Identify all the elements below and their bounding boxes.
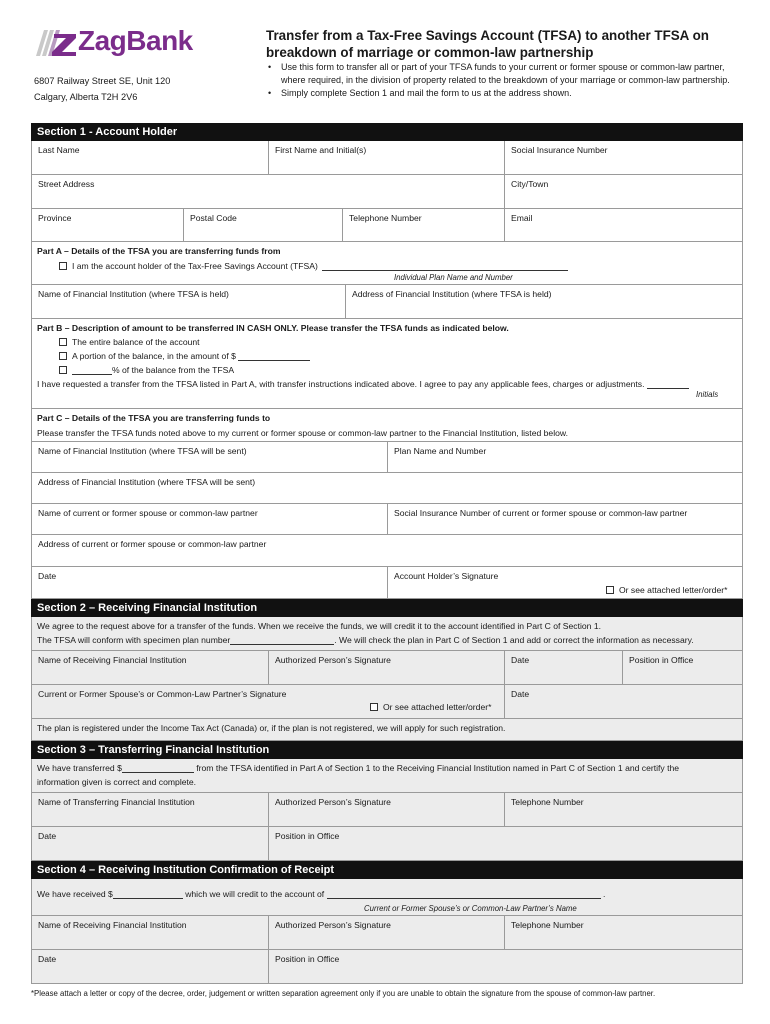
part-a-fi-row <box>31 285 743 319</box>
part-c-title: Part C – Details of the TFSA you are transferring funds to <box>37 413 271 423</box>
initials-line[interactable] <box>647 380 689 389</box>
province-field[interactable] <box>32 209 184 241</box>
recv-date-field[interactable] <box>505 651 623 684</box>
zagbank-logo-mark <box>34 28 78 58</box>
holder-checkbox-label: I am the account holder of the Tax-Free Savings Account (TFSA) <box>72 261 318 271</box>
account-holder-name-row <box>31 141 743 175</box>
confirm-position-label: Position in Office <box>275 954 340 964</box>
spouse-name-field[interactable] <box>32 504 388 534</box>
spouse-attached-row <box>370 702 491 713</box>
plan-name-caption: Individual Plan Name and Number <box>394 273 513 282</box>
holder-signature-label: Account Holder’s Signature <box>394 571 499 581</box>
specimen-label-end: . We will check the plan in Part C of Section 1 and add or correct the information as necessary. <box>334 635 694 645</box>
holder-attached-label: Or see attached letter/order* <box>619 585 728 595</box>
to-fi-name-label: Name of Financial Institution (where TFSA will be sent) <box>38 446 247 456</box>
recv-fi-name-field[interactable] <box>32 651 269 684</box>
section-2-text <box>31 617 743 651</box>
xfer-fi-name-label: Name of Transferring Financial Institution <box>38 797 195 807</box>
specimen-label: The TFSA will conform with specimen plan number <box>37 635 231 645</box>
entire-balance-label: The entire balance of the account <box>72 337 200 347</box>
province-label: Province <box>38 213 72 223</box>
email-field[interactable] <box>505 209 742 241</box>
spouse-signature-label: Current or Former Spouse’s or Common-Law Partner’s Signature <box>38 689 287 699</box>
portion-row <box>59 351 310 362</box>
postal-label: Postal Code <box>190 213 237 223</box>
from-fi-address-label: Address of Financial Institution (where TFSA is held) <box>352 289 552 299</box>
footnote: *Please attach a letter or copy of the decree, order, judgement or written separation agreement only if you are unable to obtain the signature from the spouse of common-law partner. <box>31 989 656 998</box>
specimen-row <box>37 635 694 646</box>
from-fi-name-field[interactable] <box>32 285 346 318</box>
confirm-auth-signature-field[interactable] <box>269 916 505 949</box>
holder-attached-row <box>606 585 727 596</box>
transfer-statement: I have requested a transfer from the TFSA listed in Part A, with transfer instructions indicated above. I agree to pay any applicable fees, charges or adjustments. <box>37 379 645 389</box>
street-address-field[interactable] <box>32 175 505 208</box>
part-c-address-row <box>31 473 743 504</box>
part-b-block <box>31 319 743 409</box>
spouse-date-field[interactable] <box>505 685 742 718</box>
to-fi-name-field[interactable] <box>32 442 388 472</box>
credit-account-line[interactable] <box>327 890 601 899</box>
section-3-text <box>31 759 743 793</box>
address-line-2: Calgary, Alberta T2H 2V6 <box>34 92 138 102</box>
section-2-agreement: We agree to the request above for a transfer of the funds. When we receive the funds, we will credit it to the account identified in Part C of Section 1. <box>37 621 601 631</box>
email-label: Email <box>511 213 533 223</box>
transferred-amount-line[interactable] <box>122 764 194 773</box>
xfer-auth-signature-label: Authorized Person’s Signature <box>275 797 391 807</box>
telephone-field[interactable] <box>343 209 505 241</box>
plan-name-label: Plan Name and Number <box>394 446 487 456</box>
part-a-title: Part A – Details of the TFSA you are transferring funds from <box>37 246 281 256</box>
confirm-telephone-field[interactable] <box>505 916 742 949</box>
last-name-field[interactable] <box>32 141 269 174</box>
portion-label: A portion of the balance, in the amount of $ <box>72 351 236 361</box>
street-label: Street Address <box>38 179 95 189</box>
postal-code-field[interactable] <box>184 209 343 241</box>
xfer-telephone-label: Telephone Number <box>511 797 584 807</box>
plan-name-field[interactable] <box>388 442 742 472</box>
receiving-fi-row <box>31 651 743 685</box>
transfer-statement-row <box>37 379 689 390</box>
received-amount-line[interactable] <box>113 890 183 899</box>
transferred-row <box>37 763 679 774</box>
brand-name: ZagBank <box>78 25 193 56</box>
section-2-header: Section 2 – Receiving Financial Institution <box>31 599 743 617</box>
specimen-plan-line[interactable] <box>230 636 334 645</box>
holder-attached-checkbox[interactable] <box>606 586 614 594</box>
sin-label: Social Insurance Number <box>511 145 608 155</box>
spouse-signature-row <box>31 685 743 719</box>
portion-checkbox[interactable] <box>59 352 67 360</box>
entire-balance-checkbox[interactable] <box>59 338 67 346</box>
confirm-fi-name-label: Name of Receiving Financial Institution <box>38 920 187 930</box>
section-4-header: Section 4 – Receiving Institution Confirmation of Receipt <box>31 861 743 879</box>
confirm-date-field[interactable] <box>32 950 269 983</box>
part-a-block <box>31 242 743 285</box>
spouse-address-label: Address of current or former spouse or common-law partner <box>38 539 267 549</box>
percent-label: % of the balance from the TFSA <box>112 365 235 375</box>
holder-date-label: Date <box>38 571 57 581</box>
transferred-label: We have transferred $ <box>37 763 122 773</box>
xfer-auth-signature-field[interactable] <box>269 793 505 826</box>
spouse-sin-label: Social Insurance Number of current or former spouse or common-law partner <box>394 508 688 518</box>
bullet-1: • Use this form to transfer all or part of your TFSA funds to your current or former spouse or common-law partner, where required, in the division of property related to the breakdown of your marriage or common-law partnership. <box>266 61 740 87</box>
province-row <box>31 209 743 242</box>
city-field[interactable] <box>505 175 742 208</box>
confirm-telephone-label: Telephone Number <box>511 920 584 930</box>
spouse-address-row <box>31 535 743 567</box>
transferring-fi-row <box>31 793 743 827</box>
street-row <box>31 175 743 209</box>
first-name-field[interactable] <box>269 141 505 174</box>
xfer-fi-name-field[interactable] <box>32 793 269 826</box>
spouse-date-label: Date <box>511 689 530 699</box>
part-c-instruction: Please transfer the TFSA funds noted above to my current or former spouse or common-law partner to the Financial Institution, listed below. <box>37 428 569 438</box>
percent-line[interactable] <box>72 366 112 375</box>
xfer-date-field[interactable] <box>32 827 269 860</box>
confirm-position-field[interactable] <box>269 950 742 983</box>
xfer-position-field[interactable] <box>269 827 742 860</box>
last-name-label: Last Name <box>38 145 80 155</box>
first-name-label: First Name and Initial(s) <box>275 145 367 155</box>
address-line-1: 6807 Railway Street SE, Unit 120 <box>34 76 171 86</box>
spouse-attached-checkbox[interactable] <box>370 703 378 711</box>
holder-date-field[interactable] <box>32 567 388 598</box>
bank-address <box>34 73 170 105</box>
plan-name-line[interactable] <box>322 262 568 271</box>
to-fi-address-field[interactable] <box>32 473 742 503</box>
recv-date-label: Date <box>511 655 530 665</box>
spouse-address-field[interactable] <box>32 535 742 566</box>
part-c-block <box>31 409 743 442</box>
spouse-name-caption: Current or Former Spouse’s or Common-Law Partner’s Name <box>364 904 577 913</box>
credit-label: which we will credit to the account of <box>185 889 325 899</box>
confirm-fi-row <box>31 916 743 950</box>
xfer-telephone-field[interactable] <box>505 793 742 826</box>
recv-fi-name-label: Name of Receiving Financial Institution <box>38 655 187 665</box>
spouse-name-label: Name of current or former spouse or common-law partner <box>38 508 258 518</box>
initials-caption: Initials <box>696 390 719 399</box>
transferred-label-end: from the TFSA identified in Part A of Section 1 to the Receiving Financial Institution named in Part C of Section 1 and certify the <box>196 763 680 773</box>
received-row: We have received $ which we will credit to the account of . <box>37 889 606 899</box>
certify-text: information given is correct and complete. <box>37 777 197 787</box>
part-c-fi-row <box>31 442 743 473</box>
recv-position-label: Position in Office <box>629 655 694 665</box>
confirm-date-row <box>31 950 743 984</box>
instruction-bullets <box>266 61 740 100</box>
section-4-text <box>31 879 743 916</box>
part-b-title: Part B – Description of amount to be transferred IN CASH ONLY. Please transfer the TFSA funds as indicated below. <box>37 323 509 333</box>
from-fi-name-label: Name of Financial Institution (where TFSA is held) <box>38 289 229 299</box>
spouse-sin-field[interactable] <box>388 504 742 534</box>
sin-field[interactable] <box>505 141 742 174</box>
spouse-row <box>31 504 743 535</box>
spouse-attached-label: Or see attached letter/order* <box>383 702 492 712</box>
percent-checkbox[interactable] <box>59 366 67 374</box>
holder-checkbox[interactable] <box>59 262 67 270</box>
percent-row <box>59 365 234 376</box>
recv-position-field[interactable] <box>623 651 742 684</box>
portion-amount-line[interactable] <box>238 352 310 361</box>
recv-auth-signature-field[interactable] <box>269 651 505 684</box>
telephone-label: Telephone Number <box>349 213 422 223</box>
form-title: Transfer from a Tax-Free Savings Account (TFSA) to another TFSA on breakdown of marriage or common-law partnership <box>266 28 709 60</box>
to-fi-address-label: Address of Financial Institution (where TFSA will be sent) <box>38 477 256 487</box>
registration-text: The plan is registered under the Income Tax Act (Canada) or, if the plan is not registered, we will apply for such registration. <box>37 723 506 733</box>
transferring-date-row <box>31 827 743 861</box>
confirm-date-label: Date <box>38 954 57 964</box>
holder-signature-row <box>31 567 743 599</box>
xfer-date-label: Date <box>38 831 57 841</box>
section-3-header: Section 3 – Transferring Financial Institution <box>31 741 743 759</box>
from-fi-address-field[interactable] <box>346 285 742 318</box>
registration-row <box>31 719 743 741</box>
entire-balance-row <box>59 337 200 348</box>
confirm-auth-signature-label: Authorized Person’s Signature <box>275 920 391 930</box>
city-label: City/Town <box>511 179 549 189</box>
recv-auth-signature-label: Authorized Person’s Signature <box>275 655 391 665</box>
holder-checkbox-row <box>59 261 568 272</box>
confirm-fi-name-field[interactable] <box>32 916 269 949</box>
section-1-header: Section 1 - Account Holder <box>31 123 743 141</box>
xfer-position-label: Position in Office <box>275 831 340 841</box>
received-label: We have received $ <box>37 889 113 899</box>
bullet-2: • Simply complete Section 1 and mail the form to us at the address shown. <box>266 87 740 100</box>
